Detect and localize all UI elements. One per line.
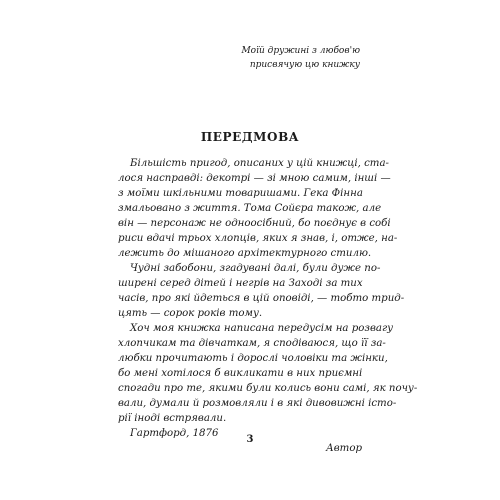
text-line: любки прочитають і дорослі чоловіки та жінки,: [118, 353, 388, 364]
text-line: вали, думали й розмовляли і в які дивовижні істо-: [118, 398, 397, 409]
text-line: бо мені хотілося б викликати в них приємні: [118, 368, 363, 379]
text-line: рії іноді встрявали.: [118, 413, 227, 424]
text-line: лежить до мішаного архітектурного стилю.: [118, 248, 372, 259]
paragraph: [118, 156, 398, 261]
text-line: лося насправді: декотрі — зі мною самим, інші —: [118, 173, 391, 184]
text-line: риси вдачі трьох хлопців, яких я знав, і, отже, на-: [118, 233, 398, 244]
text-line: часів, про які йдеться в цій оповіді, — тобто трид-: [118, 293, 405, 304]
text-line: Хоч моя книжка написана передусім на розвагу: [130, 323, 394, 334]
chapter-heading: ПЕРЕДМОВА: [200, 130, 300, 144]
text-line: цять — сорок років тому.: [118, 308, 263, 319]
dedication-line: Моїй дружині з любов'ю: [241, 46, 360, 56]
paragraph: [118, 261, 405, 321]
paragraph: [118, 321, 418, 426]
preface-body: [118, 156, 418, 456]
author-signature: Автор: [326, 443, 362, 454]
page-number: 3: [246, 434, 254, 445]
text-line: змальовано з життя. Тома Сойєра також, але: [118, 203, 382, 214]
place-date: Гартфорд, 1876: [130, 428, 219, 439]
text-line: Більшість пригод, описаних у цій книжці, ста-: [130, 158, 389, 169]
text-line: хлопчикам та дівчаткам, я сподіваюся, що її за-: [118, 338, 386, 349]
text-line: з моїми шкільними товаришами. Гека Фінна: [118, 188, 363, 199]
text-line: ширені серед дітей і негрів на Заході за тих: [118, 278, 363, 289]
text-line: спогади про те, якими були колись вони самі, як почу-: [118, 383, 418, 394]
dedication-line: присвячую цю книжку: [249, 60, 360, 70]
dedication: [160, 44, 360, 72]
text-line: Чудні забобони, згадувані далі, були дуже по-: [130, 263, 381, 274]
text-line: він — персонаж не одноосібний, бо поєднує в собі: [118, 218, 391, 229]
